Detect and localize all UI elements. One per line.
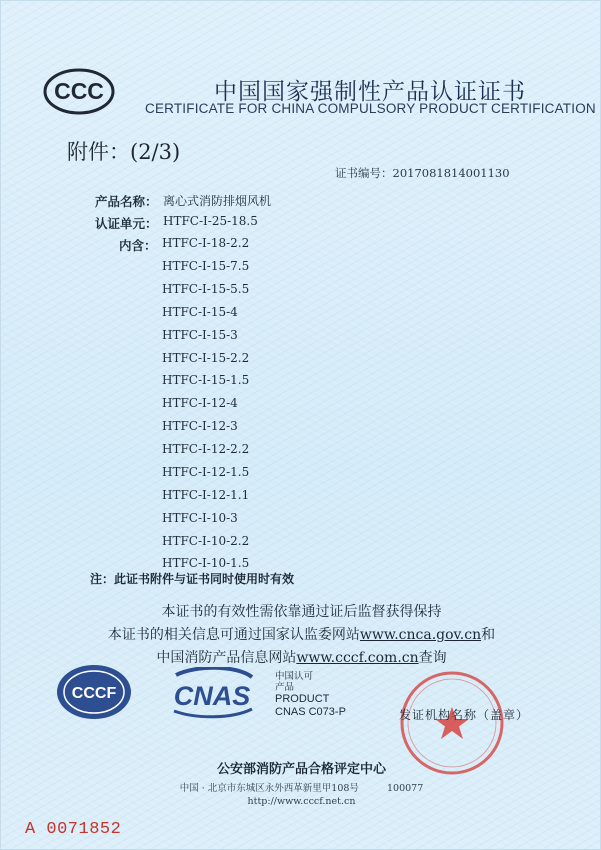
validity-line-2-prefix: 本证书的相关信息可通过国家认监委网站 bbox=[107, 627, 360, 643]
list-item: HTFC-Ⅰ-12-3 bbox=[162, 419, 238, 433]
issuer-website[interactable]: http://www.cccf.net.cn bbox=[247, 796, 356, 807]
list-item: HTFC-Ⅰ-15-4 bbox=[162, 305, 238, 319]
list-item: HTFC-Ⅰ-12-1.5 bbox=[162, 465, 250, 479]
certificate-number: 证书编号：2017081814001130 bbox=[335, 166, 510, 180]
list-item: HTFC-Ⅰ-10-1.5 bbox=[162, 556, 250, 570]
contents-label: 内含： bbox=[119, 238, 157, 253]
cccf-website-link[interactable]: www.cccf.com.cn bbox=[296, 650, 419, 666]
certification-unit-value: HTFC-Ⅰ-25-18.5 bbox=[163, 214, 258, 228]
issuing-organization: 公安部消防产品合格评定中心 bbox=[216, 762, 386, 777]
issuer-address-text: 中国 · 北京市东城区永外西革新里甲108号 bbox=[179, 783, 359, 794]
validity-line-1: 本证书的有效性需依靠通过证后监督获得保持 bbox=[161, 604, 442, 620]
certificate-title-en: CERTIFICATE FOR CHINA COMPULSORY PRODUCT CERTIFICATION bbox=[145, 101, 596, 116]
list-item: HTFC-Ⅰ-18-2.2 bbox=[162, 236, 250, 250]
cnas-accreditation-info bbox=[275, 671, 346, 719]
list-item: HTFC-Ⅰ-15-1.5 bbox=[162, 373, 250, 387]
cnas-line-3: PRODUCT bbox=[275, 693, 330, 705]
issuer-postal-code: 100077 bbox=[387, 783, 424, 794]
list-item: HTFC-Ⅰ-15-3 bbox=[162, 328, 238, 342]
list-item: HTFC-Ⅰ-15-2.2 bbox=[162, 351, 250, 365]
serial-number: A 0071852 bbox=[25, 820, 122, 839]
list-item: HTFC-Ⅰ-10-2.2 bbox=[162, 534, 250, 548]
cnas-line-1: 中国认可 bbox=[275, 671, 314, 682]
issuer-address bbox=[1, 780, 601, 794]
product-name-label: 产品名称： bbox=[95, 194, 158, 209]
cnas-line-2: 产品 bbox=[275, 682, 295, 693]
cnas-logo-text: CNAS bbox=[173, 681, 251, 711]
cnas-logo-icon bbox=[166, 667, 258, 719]
ccc-logo-text: CCC bbox=[54, 78, 104, 104]
issuer-name-label: 发证机构名称（盖章） bbox=[399, 708, 530, 722]
validity-line-2 bbox=[1, 624, 601, 644]
validity-line-3-suffix: 查询 bbox=[418, 650, 447, 666]
cnca-website-link[interactable]: www.cnca.gov.cn bbox=[359, 627, 482, 643]
list-item: HTFC-Ⅰ-15-5.5 bbox=[162, 282, 250, 296]
certification-unit-label: 认证单元： bbox=[95, 216, 158, 231]
list-item: HTFC-Ⅰ-15-7.5 bbox=[162, 259, 250, 273]
list-item: HTFC-Ⅰ-10-3 bbox=[162, 511, 238, 525]
product-name-value: 离心式消防排烟风机 bbox=[163, 194, 272, 208]
validity-line-2-suffix: 和 bbox=[481, 627, 496, 643]
attachment-label: 附件：(2/3) bbox=[67, 140, 181, 164]
list-item: HTFC-Ⅰ-12-2.2 bbox=[162, 442, 250, 456]
validity-line-3-prefix: 中国消防产品信息网站 bbox=[156, 650, 297, 666]
cccf-logo-icon bbox=[55, 663, 133, 721]
cnas-line-4: CNAS C073-P bbox=[275, 706, 346, 718]
list-item: HTFC-Ⅰ-12-1.1 bbox=[162, 488, 250, 502]
list-item: HTFC-Ⅰ-12-4 bbox=[162, 396, 238, 410]
validity-note: 注：此证书附件与证书同时使用时有效 bbox=[90, 572, 295, 586]
certificate-title-cn: 中国国家强制性产品认证证书 bbox=[214, 79, 526, 105]
ccc-logo-icon bbox=[43, 68, 115, 115]
cccf-logo-text: CCCF bbox=[71, 685, 117, 702]
